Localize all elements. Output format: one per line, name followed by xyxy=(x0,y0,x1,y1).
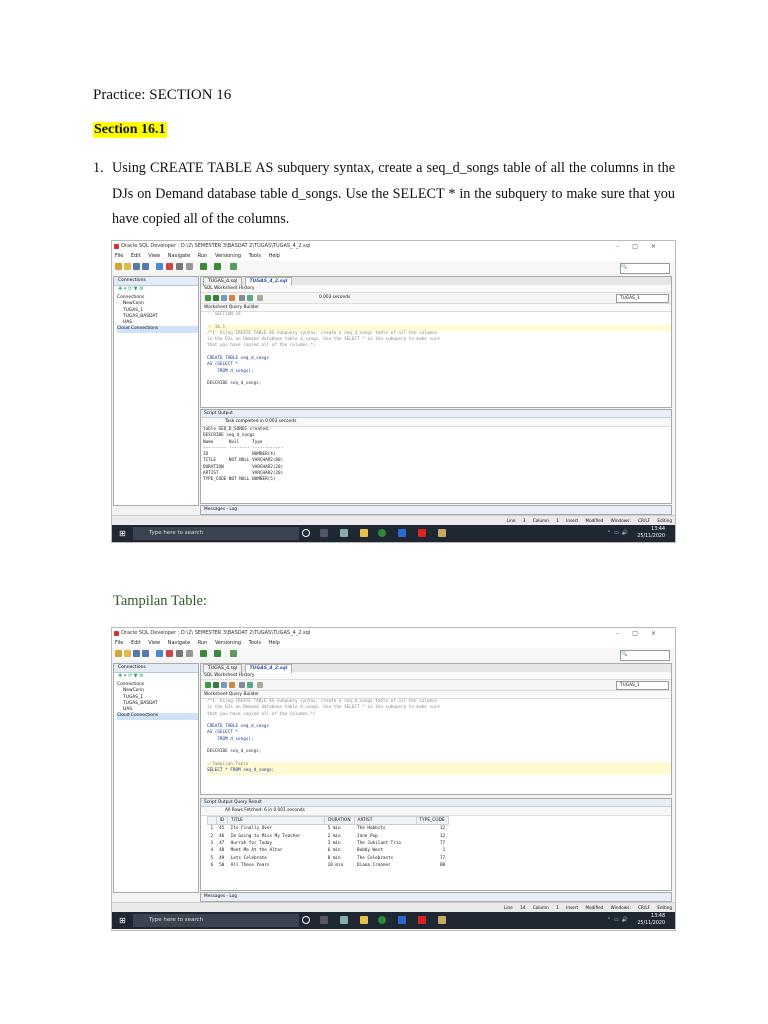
table-row[interactable] xyxy=(208,855,449,862)
editor-tabs xyxy=(201,664,671,672)
output-line: table SEQ_D_SONGS created. xyxy=(203,427,271,432)
column-header[interactable]: TITLE xyxy=(228,817,325,825)
paste-icon[interactable] xyxy=(186,263,193,270)
code-line: in the DJs on Demand database table d_songs. Use the SELECT * in the subquery to make sure xyxy=(207,337,440,343)
code-line: -- 16.1 xyxy=(207,325,671,331)
clock-time: 13:48 xyxy=(651,914,665,919)
connections-panel xyxy=(113,276,199,506)
back-icon[interactable] xyxy=(200,263,207,270)
worksheet-subtabs[interactable]: SQL Worksheet History xyxy=(201,285,671,293)
code-area[interactable] xyxy=(201,312,671,388)
open-icon[interactable] xyxy=(124,650,131,657)
forward-icon[interactable] xyxy=(214,263,221,270)
menu-file[interactable]: File xyxy=(115,640,124,646)
code-line: FROM d_songs); xyxy=(207,368,254,374)
paste-icon[interactable] xyxy=(186,650,193,657)
cell-artist: The Jubilant Trio xyxy=(357,840,402,846)
code-line: --Tampilan Table xyxy=(207,762,671,768)
tree-tugas-basdat[interactable]: TUGAS_BASDAT xyxy=(123,313,158,319)
question-text: Using CREATE TABLE AS subquery syntax, create a seq_d_songs table of all the columns in the DJs on Demand database table d_songs. Use the SELECT * in the subquery to make sure that you have copied all of the columns. xyxy=(112,160,675,227)
code-line: SELECT * FROM seq_d_songs; xyxy=(207,768,671,774)
app-icon xyxy=(114,631,119,636)
tree-connections[interactable]: Connections xyxy=(117,295,145,300)
back-icon[interactable] xyxy=(200,650,207,657)
menu-navigate[interactable]: Navigate xyxy=(167,253,191,259)
menu-navigate[interactable]: Navigate xyxy=(167,640,191,646)
code-line: DESCRIBE seq_d_songs; xyxy=(207,749,262,755)
menu-bar xyxy=(112,639,675,648)
cell-duration: 6 min xyxy=(327,848,341,854)
save-all-icon[interactable] xyxy=(142,650,149,657)
output-line: Name Null Type xyxy=(203,439,263,445)
code-line: FROM d_songs); xyxy=(207,736,254,742)
tree-connections[interactable]: Connections xyxy=(117,682,145,687)
code-line: /*1. Using CREATE TABLE AS subquery syntax, create a seq_d_songs table of all the columns xyxy=(207,699,438,704)
search-input[interactable]: 🔍 xyxy=(620,263,670,274)
run-script-icon[interactable] xyxy=(213,682,219,688)
output-text xyxy=(201,427,671,484)
cell-artist: Bobby West xyxy=(357,848,383,854)
tree-cloud-connections[interactable]: Cloud Connections xyxy=(117,326,198,332)
search-input[interactable]: 🔍 xyxy=(620,650,670,661)
table-row[interactable] xyxy=(208,832,449,839)
acrobat-icon[interactable] xyxy=(418,529,426,537)
window-title: Oracle SQL Developer : D:\2\ SEMESTER 3\BASDAT 2\TUGAS\TUGAS_4_2.sql xyxy=(121,243,311,249)
taskbar-search-input[interactable]: Type here to search xyxy=(133,527,299,540)
tampilan-label: Tampilan Table: xyxy=(113,593,207,609)
code-line: DESCRIBE seq_d_songs; xyxy=(207,381,262,387)
editor-tabs xyxy=(201,277,671,285)
run-script-icon[interactable] xyxy=(213,295,219,301)
window-title-bar xyxy=(112,628,675,639)
column-header xyxy=(208,817,217,825)
cortana-icon[interactable] xyxy=(302,916,310,924)
tree-tugas-basdat[interactable]: TUGAS_BASDAT xyxy=(123,700,158,706)
run-statement-icon[interactable] xyxy=(205,295,211,301)
sql-editor xyxy=(200,663,672,795)
cell-artist: The Celebrants xyxy=(357,855,394,861)
table-header-row xyxy=(208,817,449,825)
connection-select[interactable]: TUGAS_1 xyxy=(616,294,669,303)
code-line: that you have copied all of the columns.*/ xyxy=(207,711,316,717)
table-row[interactable] xyxy=(208,862,449,869)
output-line: ID NUMBER(4) xyxy=(203,452,276,458)
main-toolbar xyxy=(112,261,675,273)
taskbar-search-input[interactable]: Type here to search xyxy=(133,914,299,927)
code-area[interactable] xyxy=(201,699,671,775)
window-title-bar xyxy=(112,241,675,252)
rollback-icon[interactable] xyxy=(229,682,235,688)
debug-icon[interactable] xyxy=(230,650,237,657)
tree-uas[interactable]: UAS xyxy=(123,320,133,326)
acrobat-icon[interactable] xyxy=(418,916,426,924)
cell-artist: Diana Crooner xyxy=(357,863,391,869)
open-icon[interactable] xyxy=(124,263,131,270)
redo-icon[interactable] xyxy=(156,263,163,270)
window-controls[interactable]: –□× xyxy=(616,243,669,250)
table-row[interactable] xyxy=(208,840,449,847)
script-output-panel xyxy=(200,409,672,504)
mail-icon[interactable] xyxy=(398,916,406,924)
menu-help[interactable]: Help xyxy=(268,640,280,646)
cut-icon[interactable] xyxy=(166,650,173,657)
main-toolbar xyxy=(112,648,675,660)
code-line: -- SECTION 16 xyxy=(207,312,241,317)
explain-plan-icon[interactable] xyxy=(239,295,245,301)
clock-time: 13:44 xyxy=(651,527,665,532)
connections-tree xyxy=(114,295,198,333)
cell-type-code: 12 xyxy=(439,826,446,832)
menu-file[interactable]: File xyxy=(115,253,124,259)
cell-duration: 2 min xyxy=(327,833,341,839)
column-header[interactable]: ID xyxy=(216,817,228,825)
worksheet-toolbar xyxy=(201,680,671,691)
menu-help[interactable]: Help xyxy=(268,253,280,259)
tab-tugas4-2[interactable]: TUGAS_4_2.sql xyxy=(245,664,293,673)
result-table xyxy=(207,816,449,869)
menu-tools[interactable]: Tools xyxy=(248,253,261,259)
output-status: All Rows Fetched: 6 in 0.001 seconds xyxy=(201,807,671,816)
cell-id: 50 xyxy=(219,863,225,869)
output-line: TITLE NOT NULL VARCHAR2(80) xyxy=(203,458,284,464)
connections-panel xyxy=(113,663,199,893)
cell-id: 45 xyxy=(219,826,225,832)
row-number: 6 xyxy=(210,863,214,869)
cell-title: Hurrah for Today xyxy=(230,840,273,846)
cell-title: All These Years xyxy=(230,863,270,869)
tab-tugas4-2[interactable]: TUGAS_4_2.sql xyxy=(245,277,293,286)
menu-run[interactable]: Run xyxy=(197,640,208,646)
autotrace-icon[interactable] xyxy=(247,682,253,688)
app-icon xyxy=(114,244,119,249)
tree-uas[interactable]: UAS xyxy=(123,707,133,713)
system-tray[interactable]: ⌃▭🔊 xyxy=(606,530,631,536)
cell-id: 46 xyxy=(219,833,225,839)
code-line: CREATE TABLE seq_d_songs xyxy=(207,724,270,730)
connections-toolbar[interactable]: ✚ ▾ ⟳ ▼ ⚙ xyxy=(118,673,144,679)
code-line: in the DJs on Demand database table d_songs. Use the SELECT * in the subquery to make sure xyxy=(207,705,440,711)
worksheet-tabs[interactable]: Worksheet Query Builder xyxy=(201,691,671,699)
window-controls[interactable]: –□× xyxy=(616,630,669,637)
cell-artist: Jane Pop xyxy=(357,833,378,839)
clear-icon[interactable] xyxy=(257,682,263,688)
screenshot-create-table xyxy=(111,240,676,543)
code-line: CREATE TABLE seq_d_songs xyxy=(207,356,270,362)
section-heading: Section 16.1 xyxy=(94,122,166,137)
chrome-icon[interactable] xyxy=(378,916,386,924)
forward-icon[interactable] xyxy=(214,650,221,657)
menu-versioning[interactable]: Versioning xyxy=(214,253,242,259)
window-title: Oracle SQL Developer : D:\2\ SEMESTER 3\BASDAT 2\TUGAS\TUGAS_4_2.sql xyxy=(121,630,311,636)
chrome-icon[interactable] xyxy=(378,529,386,537)
row-number: 1 xyxy=(210,826,214,832)
cell-title: Meet Me At the Altar xyxy=(230,848,283,854)
new-icon[interactable] xyxy=(115,263,122,270)
menu-edit[interactable]: Edit xyxy=(130,640,141,646)
mail-icon[interactable] xyxy=(398,529,406,537)
debug-icon[interactable] xyxy=(230,263,237,270)
tab-tugas4[interactable]: TUGAS_4.sql xyxy=(203,664,242,673)
cell-duration: 10 min xyxy=(327,863,344,869)
execution-timing: 0.003 seconds xyxy=(319,295,351,300)
sql-developer-icon[interactable] xyxy=(438,916,446,924)
cell-title: Im Going to Miss My Teacher xyxy=(230,833,301,839)
question-1 xyxy=(93,156,675,233)
column-header[interactable]: DURATION xyxy=(325,817,354,825)
commit-icon[interactable] xyxy=(221,295,227,301)
task-view-icon[interactable] xyxy=(320,529,328,537)
cell-artist: The Hobbits xyxy=(357,826,386,832)
menu-tools[interactable]: Tools xyxy=(248,640,261,646)
redo-icon[interactable] xyxy=(156,650,163,657)
file-explorer-icon[interactable] xyxy=(360,529,368,537)
menu-bar xyxy=(112,252,675,261)
connection-select[interactable]: TUGAS_1 xyxy=(616,681,669,690)
code-line: AS (SELECT * xyxy=(207,362,239,368)
save-all-icon[interactable] xyxy=(142,263,149,270)
windows-taskbar xyxy=(112,912,675,929)
menu-run[interactable]: Run xyxy=(197,253,208,259)
output-line: DURATION VARCHAR2(20) xyxy=(203,464,284,470)
sql-developer-icon[interactable] xyxy=(438,529,446,537)
cell-id: 49 xyxy=(219,855,225,861)
tree-newconn[interactable]: NewConn xyxy=(123,301,144,307)
taskbar-clock[interactable] xyxy=(637,914,665,927)
cursor-position: Line 3 Column 1 xyxy=(506,518,559,523)
windows-start-icon[interactable]: ⊞ xyxy=(119,529,126,538)
cell-type-code: 77 xyxy=(439,840,446,846)
cell-title: Its Finally Over xyxy=(230,826,273,832)
connections-toolbar[interactable]: ✚ ▾ ⟳ ▼ ⚙ xyxy=(118,286,144,292)
cell-duration: 5 min xyxy=(327,826,341,832)
connections-tab[interactable]: Connections xyxy=(114,277,198,286)
windows-start-icon[interactable]: ⊞ xyxy=(119,916,126,925)
tree-newconn[interactable]: NewConn xyxy=(123,688,144,694)
menu-view[interactable]: View xyxy=(148,253,161,259)
connections-tree xyxy=(114,682,198,720)
cell-title: Lets Celebrate xyxy=(230,855,267,861)
cell-type-code: 12 xyxy=(439,833,446,839)
query-result-panel xyxy=(200,798,672,891)
menu-view[interactable]: View xyxy=(148,640,161,646)
code-line: AS (SELECT * xyxy=(207,730,239,736)
cell-id: 48 xyxy=(219,848,225,854)
autotrace-icon[interactable] xyxy=(247,295,253,301)
save-icon[interactable] xyxy=(133,263,140,270)
row-number: 5 xyxy=(210,855,214,861)
sql-editor xyxy=(200,276,672,408)
editor-mode: Insert Modified Windows: CR/LF Editing xyxy=(566,518,672,523)
windows-taskbar xyxy=(112,525,675,542)
worksheet-toolbar xyxy=(201,293,671,304)
output-line: ARTIST VARCHAR2(20) xyxy=(203,471,284,477)
menu-edit[interactable]: Edit xyxy=(130,253,141,259)
question-number: 1. xyxy=(93,160,104,176)
status-bar xyxy=(112,515,675,525)
row-number: 4 xyxy=(210,848,214,854)
save-icon[interactable] xyxy=(133,650,140,657)
cut-icon[interactable] xyxy=(166,263,173,270)
file-explorer-icon[interactable] xyxy=(360,916,368,924)
table-row[interactable] xyxy=(208,847,449,854)
cortana-icon[interactable] xyxy=(302,529,310,537)
screenshot-query-result xyxy=(111,627,676,931)
clear-icon[interactable] xyxy=(257,295,263,301)
explain-plan-icon[interactable] xyxy=(239,682,245,688)
row-number: 3 xyxy=(210,840,214,846)
status-bar xyxy=(112,902,675,912)
cell-duration: 3 min xyxy=(327,840,341,846)
new-icon[interactable] xyxy=(115,650,122,657)
output-tabs[interactable]: Script Output Query Result xyxy=(201,799,671,807)
tab-tugas4[interactable]: TUGAS_4.sql xyxy=(203,277,242,286)
output-line: --------- -------- ------------ xyxy=(203,445,284,451)
table-row[interactable] xyxy=(208,825,449,833)
system-tray[interactable]: ⌃▭🔊 xyxy=(606,917,631,923)
cursor-position: Line 14 Column 1 xyxy=(504,905,559,910)
clock-date: 25/11/2020 xyxy=(637,533,665,539)
tree-tugas1[interactable]: TUGAS_1 xyxy=(123,694,144,700)
messages-log-tab[interactable]: Messages - Log xyxy=(200,505,672,515)
tree-cloud-connections[interactable]: Cloud Connections xyxy=(117,713,198,719)
commit-icon[interactable] xyxy=(221,682,227,688)
copy-icon[interactable] xyxy=(176,650,183,657)
practice-title: Practice: SECTION 16 xyxy=(93,87,232,103)
tree-tugas1[interactable]: TUGAS_1 xyxy=(123,307,144,313)
output-status: Task completed in 0.003 seconds xyxy=(201,418,671,427)
cell-type-code: 77 xyxy=(439,855,446,861)
code-line: that you have copied all of the columns.*/ xyxy=(207,343,316,349)
code-line: /*1. Using CREATE TABLE AS subquery syntax, create a seq_d_songs table of all the columns xyxy=(207,330,438,336)
taskbar-clock[interactable] xyxy=(637,527,665,540)
script-output-tab[interactable]: Script Output xyxy=(201,410,671,418)
column-header[interactable]: TYPE_CODE xyxy=(416,817,448,825)
cell-type-code: 88 xyxy=(439,863,446,869)
menu-versioning[interactable]: Versioning xyxy=(214,640,242,646)
cell-duration: 8 min xyxy=(327,855,341,861)
messages-log-tab[interactable]: Messages - Log xyxy=(200,892,672,902)
copy-icon[interactable] xyxy=(176,263,183,270)
camera-app-icon[interactable] xyxy=(340,916,348,924)
worksheet-tabs[interactable]: Worksheet Query Builder xyxy=(201,304,671,312)
task-view-icon[interactable] xyxy=(320,916,328,924)
run-statement-icon[interactable] xyxy=(205,682,211,688)
column-header[interactable]: ARTIST xyxy=(354,817,416,825)
output-line: TYPE_CODE NOT NULL NUMBER(5) xyxy=(203,477,276,483)
connections-tab[interactable]: Connections xyxy=(114,664,198,673)
camera-app-icon[interactable] xyxy=(340,529,348,537)
editor-mode: Insert Modified Windows: CR/LF Editing xyxy=(566,905,672,910)
output-line: DESCRIBE seq_d_songs xyxy=(203,433,255,439)
worksheet-subtabs[interactable]: SQL Worksheet History xyxy=(201,672,671,680)
cell-id: 47 xyxy=(219,840,225,846)
clock-date: 25/11/2020 xyxy=(637,920,665,926)
rollback-icon[interactable] xyxy=(229,295,235,301)
row-number: 2 xyxy=(210,833,214,839)
cell-type-code: 1 xyxy=(442,848,446,854)
